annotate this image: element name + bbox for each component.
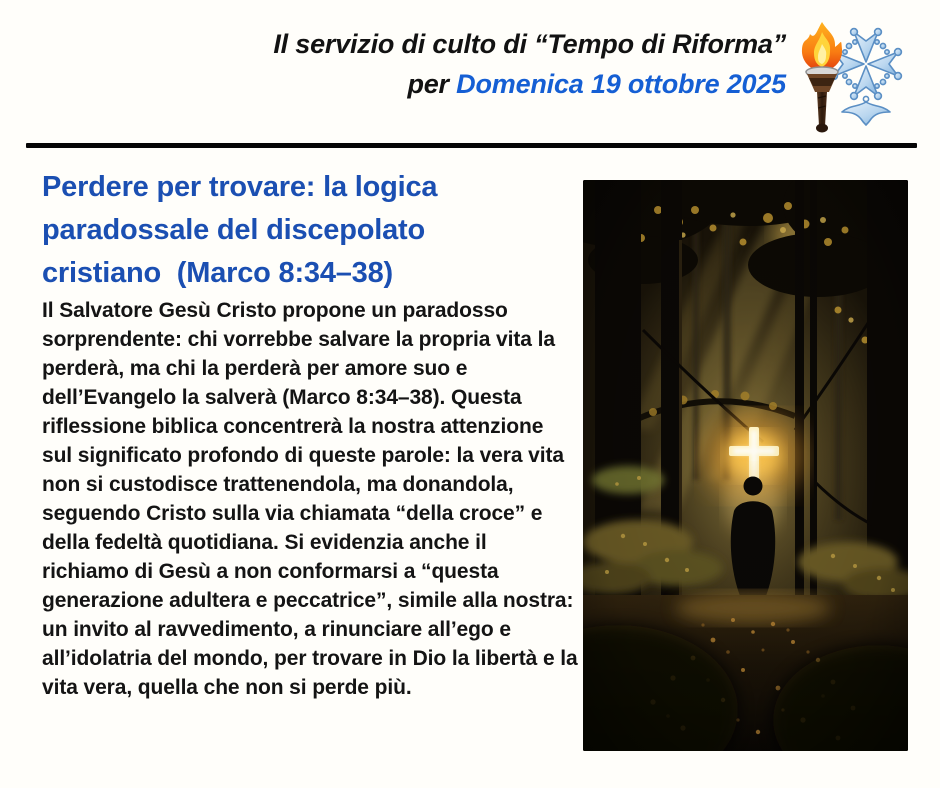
article-heading xyxy=(42,166,582,295)
header-title-line2-prefix: per xyxy=(407,69,457,99)
header-divider xyxy=(26,143,917,148)
header-title-line1: Il servizio di culto di “Tempo di Riforma” xyxy=(273,29,786,59)
header-title-line2 xyxy=(273,64,786,104)
torch-icon xyxy=(796,20,848,136)
article-heading-line2: paradossale del discepolato xyxy=(42,214,426,246)
header-title-date: Domenica 19 ottobre 2025 xyxy=(456,69,786,99)
forest-cross-photo xyxy=(583,180,908,751)
article-heading-line3: cristiano (Marco 8:34–38) xyxy=(42,257,393,289)
article-body: Il Salvatore Gesù Cristo propone un paradosso sorprendente: chi vorrebbe salvare la propria vita la perderà, ma chi la perderà per amore suo e dell’Evangelo la salverà (Marco 8:34–38). Questa riflessione biblica concentrerà la nostra attenzione sul significato profondo di queste parole: la vera vita non si custodisce trattenendola, ma donandola, seguendo Cristo sulla via chiamata “della croce” e della fedeltà quotidiana. Si evidenzia anche il richiamo di Gesù a non conformarsi a “questa generazione adultera e peccatrice”, simile alla nostra: un invito al ravvedimento, a rinunciare all’ego e all’idolatria del mondo, per trovare in Dio la libertà e la vita vera, quella che non si perde più. xyxy=(42,299,578,699)
article-heading-line1: Perdere per trovare: la logica xyxy=(42,171,438,203)
header-title xyxy=(273,24,786,104)
